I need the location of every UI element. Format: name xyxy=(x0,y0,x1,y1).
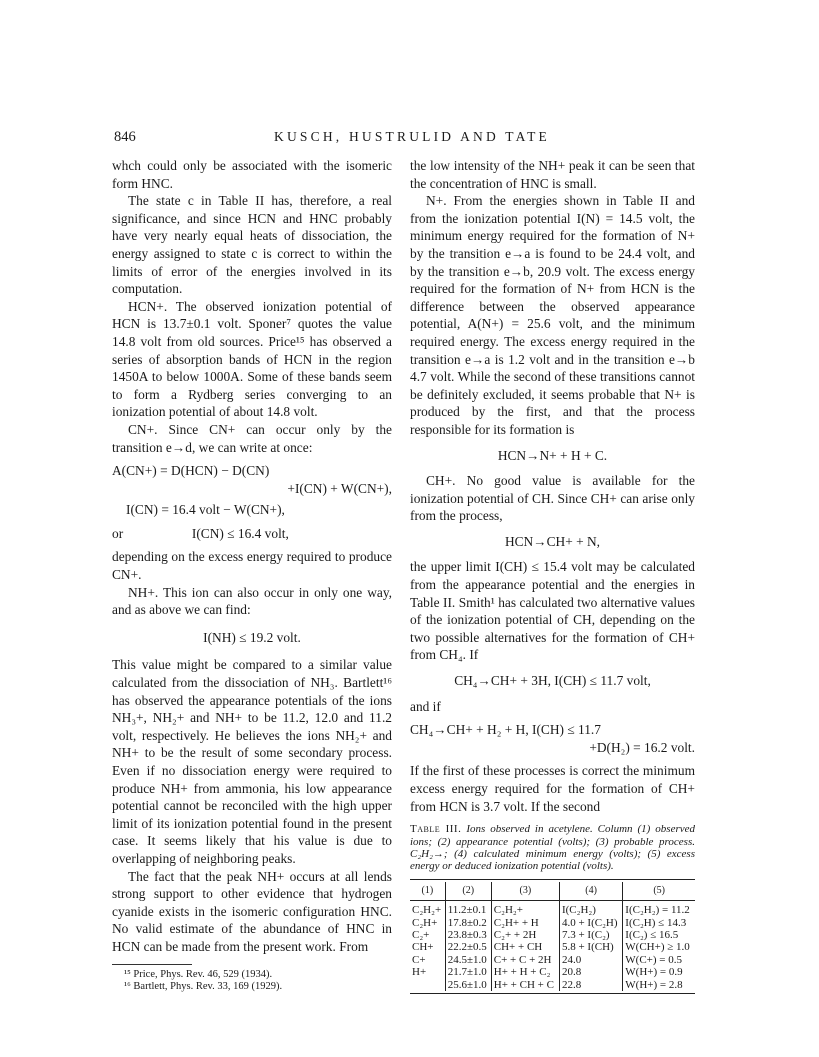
equation: +I(CN) + W(CN+), xyxy=(287,480,392,496)
left-column xyxy=(112,157,392,993)
data-table xyxy=(410,882,695,991)
running-title: KUSCH, HUSTRULID AND TATE xyxy=(274,129,550,144)
paragraph: the low intensity of the NH+ peak it can be seen that the concentration of HNC is small. xyxy=(410,158,695,191)
page-header xyxy=(112,129,712,149)
table-row xyxy=(410,917,695,929)
table-cell: 20.8 xyxy=(559,966,622,978)
table-header-row xyxy=(410,882,695,901)
paragraph-ch-ion: CH+. No good value is available for the ionization potential of CH. Since CH+ can arise only from the process, xyxy=(410,473,695,524)
paragraph: The state c in Table II has, therefore, a real significance, and since HCN and HNC probably have very nearly equal heats of dissociation, the energy assigned to state c is correct to within the limits of error of the energies involved in its computation. xyxy=(112,193,392,297)
table-cell: W(H+) = 0.9 xyxy=(623,966,695,978)
table-cell: I(C₂H) ≤ 14.3 xyxy=(623,917,695,929)
equation: HCN→N+ + H + C. xyxy=(497,447,608,463)
table-caption xyxy=(410,823,695,873)
footnote-15: ¹⁵ Price, Phys. Rev. 46, 529 (1934). xyxy=(124,968,273,980)
table-header: (4) xyxy=(559,882,622,901)
table-caption-text: Ions observed in acetylene. Column (1) observed ions; (2) appearance potential (volts); (3) probable process. C₂H₂→; (4) calculated minimum energy (volts); (5) excess energy or deduced ionization potential (volts). xyxy=(410,823,696,873)
table-cell: 21.7±1.0 xyxy=(445,966,491,978)
equation: I(NH) ≤ 19.2 volt. xyxy=(203,629,301,645)
table-cell: C₂+ + 2H xyxy=(491,929,559,941)
table-cell: I(C₂H₂) xyxy=(559,901,622,917)
equation: I(CN) ≤ 16.4 volt, xyxy=(191,525,289,541)
table-row xyxy=(410,929,695,941)
footnote-rule xyxy=(112,964,192,965)
table-cell: I(C₂H₂) = 11.2 xyxy=(623,901,695,917)
equation-connector: or xyxy=(112,525,124,541)
table-row xyxy=(410,901,695,917)
page-number: 846 xyxy=(114,129,136,145)
table-header: (2) xyxy=(445,882,491,901)
paragraph: the upper limit I(CH) ≤ 15.4 volt may be calculated from the appearance potential and the energies in Table II. Smith¹ has calculated two alternative values of the ionization potential of CH, depending on the two possible alternatives for the formation of CH+ from CH₄. If xyxy=(410,559,695,663)
equation: A(CN+) = D(HCN) − D(CN) xyxy=(112,463,270,479)
paragraph: This value might be compared to a similar value calculated from the dissociation of NH₃. Bartlett¹⁶ has observed the appearance potentials of the ions NH₃+, NH₂+ and NH+ to be 11.2, 12.0 and 11.2 volt, respectively. He believes the ions NH₂+ and NH+ to be the result of some secondary process. Even if no dissociation energy were required to produce NH+ from ammonia, his low appearance potential cannot be reconciled with the high upper limit of its ionization potential found in the present case. It seems likely that his value is due to overlapping of neighboring peaks. xyxy=(112,657,392,866)
table-cell: W(H+) = 2.8 xyxy=(623,979,695,991)
table-row xyxy=(410,979,695,991)
table-cell: C₂H+ + H xyxy=(491,917,559,929)
table-cell: C+ xyxy=(412,953,426,966)
table-cell: I(C₂) ≤ 16.5 xyxy=(623,929,695,941)
table-cell: 24.5±1.0 xyxy=(445,954,491,966)
table-cell: C₂+ xyxy=(412,929,430,942)
table-header: (5) xyxy=(623,882,695,901)
table-cell: 7.3 + I(C₂) xyxy=(559,929,622,941)
table-cell xyxy=(410,979,445,991)
table-header: (3) xyxy=(491,882,559,901)
table-cell: 5.8 + I(CH) xyxy=(559,941,622,953)
table-cell: 17.8±0.2 xyxy=(445,917,491,929)
table-cell: C₂H₂+ xyxy=(412,904,442,917)
equation: CH₄→CH+ + H₂ + H, I(CH) ≤ 11.7 xyxy=(410,722,601,738)
table-row xyxy=(410,941,695,953)
table-header: (1) xyxy=(410,882,445,901)
table-row xyxy=(410,966,695,978)
table-cell: 22.2±0.5 xyxy=(445,941,491,953)
equation: HCN→CH+ + N, xyxy=(504,533,601,549)
table-cell: H+ + CH + C xyxy=(491,979,559,991)
footnote-16: ¹⁶ Bartlett, Phys. Rev. 33, 169 (1929). xyxy=(124,980,283,992)
table-cell: 22.8 xyxy=(559,979,622,991)
paragraph: The fact that the peak NH+ occurs at all lends strong support to other evidence that hydrogen cyanide exists in the isomeric configuration HNC. No valid estimate of the abundance of HNC in HCN can be made from the present work. From xyxy=(112,868,392,954)
equation: +D(H₂) = 16.2 volt. xyxy=(589,739,695,755)
paragraph: whch could only be associated with the isomeric form HNC. xyxy=(112,158,392,191)
table-iii xyxy=(410,879,695,994)
table-cell: 24.0 xyxy=(559,954,622,966)
paragraph: and if xyxy=(410,698,441,714)
table-cell: C+ + C + 2H xyxy=(491,954,559,966)
table-row xyxy=(410,954,695,966)
table-cell: 4.0 + I(C₂H) xyxy=(559,917,622,929)
paragraph-nh-ion: NH+. This ion can also occur in only one way, and as above we can find: xyxy=(112,584,392,618)
table-cell: H+ + H + C₂ xyxy=(491,966,559,978)
equation: I(CN) = 16.4 volt − W(CN+), xyxy=(126,502,285,518)
paragraph-n-ion: N+. From the energies shown in Table II and from the ionization potential I(N) = 14.5 volt, the minimum energy required for the formation of N+ by the transition e→a is found to be 24.4 volt, and by the transition e→b, 20.9 volt. The excess energy required for the formation of N+ from HCN is the difference between the observed appearance potential, A(N+) = 25.6 volt, and the minimum required energy. The excess energy required in the transition e→a is 1.2 volt and in the transition e→b 4.7 volt. While the second of these transitions cannot be definitely excluded, it seems probable that N+ is produced by the first, and that the process responsible for its formation is xyxy=(410,193,695,437)
right-column xyxy=(410,157,695,994)
table-cell: W(CH+) ≥ 1.0 xyxy=(623,941,695,953)
table-cell: 23.8±0.3 xyxy=(445,929,491,941)
table-cell: C₂H₂+ xyxy=(491,901,559,917)
table-cell: CH+ + CH xyxy=(491,941,559,953)
equation: CH₄→CH+ + 3H, I(CH) ≤ 11.7 volt, xyxy=(454,673,651,689)
table-cell: CH+ xyxy=(412,941,434,954)
paragraph: If the first of these processes is correct the minimum excess energy required for the formation of CH+ from HCN is 3.7 volt. If the second xyxy=(410,763,695,814)
table-label: Table III. xyxy=(410,823,462,836)
table-cell: 11.2±0.1 xyxy=(445,901,491,917)
table-cell: C₂H+ xyxy=(412,916,438,929)
paragraph-cn-ion: CN+. Since CN+ can occur only by the transition e→d, we can write at once: xyxy=(112,421,392,455)
table-cell: 25.6±1.0 xyxy=(445,979,491,991)
paragraph: depending on the excess energy required to produce CN+. xyxy=(112,549,392,583)
table-cell: W(C+) = 0.5 xyxy=(623,954,695,966)
paragraph-hcn-ion: HCN+. The observed ionization potential of HCN is 13.7±0.1 volt. Sponer⁷ quotes the value 14.8 volt from old sources. Price¹⁵ has observed a series of absorption bands of HCN in the region 1450A to below 1000A. Some of these bands seem to form a Rydberg series converging to an ionization potential of about 14.8 volt. xyxy=(112,298,392,420)
table-cell: H+ xyxy=(412,966,427,979)
